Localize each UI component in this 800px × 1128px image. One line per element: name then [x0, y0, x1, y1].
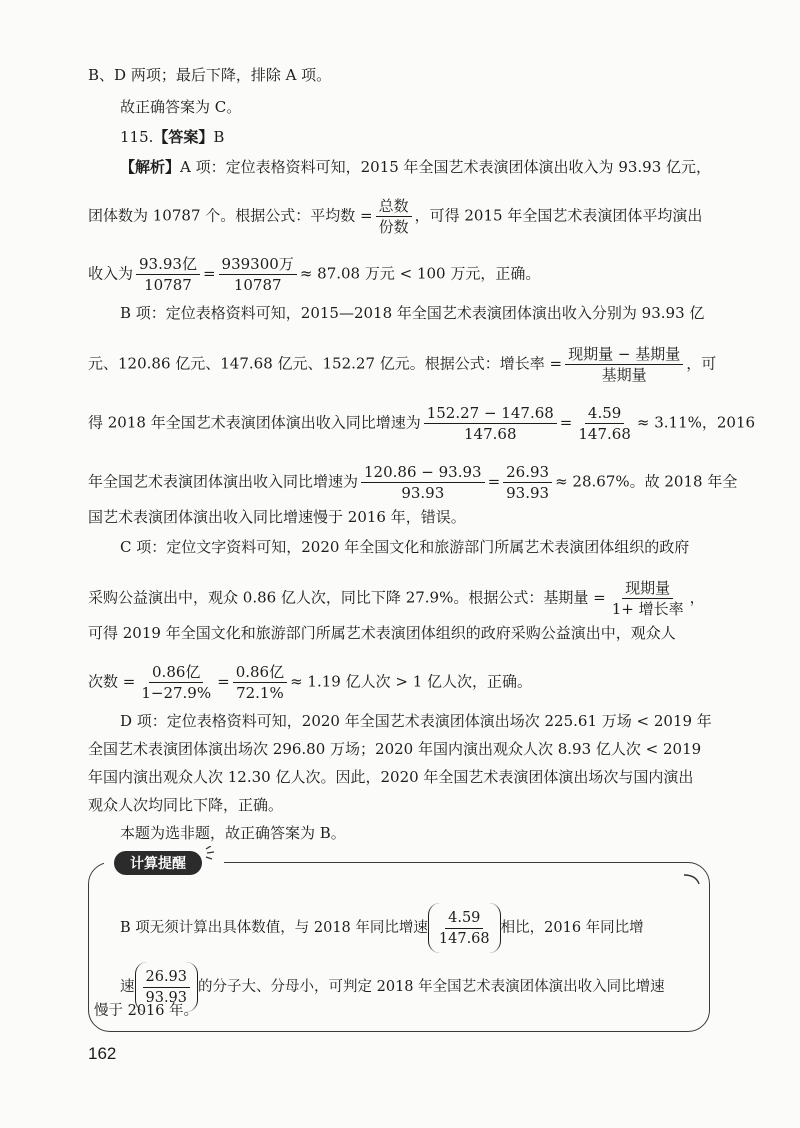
fraction: [424, 403, 557, 444]
text-segment: 收入为: [88, 264, 134, 283]
question-number: 115.: [120, 128, 154, 146]
question-header: [120, 126, 224, 148]
text-segment: 采购公益演出中，观众 0.86 亿人次，同比下降 27.9%。根据公式：基期量 =: [88, 588, 606, 607]
text-segment: B 项无须计算出具体数值，与 2018 年同比增速: [120, 920, 428, 936]
analysis-d-line3: 年国内演出观众人次 12.30 亿人次。因此，2020 年全国艺术表演团体演出场次与国内演出: [88, 768, 694, 786]
text-segment: 团体数为 10787 个。根据公式：平均数 =: [88, 206, 373, 225]
text-line: B、D 两项；最后下降，排除 A 项。: [88, 66, 332, 84]
equals-sign: =: [217, 672, 230, 691]
equals-sign: =: [202, 264, 216, 283]
equals-sign: =: [487, 472, 501, 491]
fraction: [565, 344, 683, 385]
analysis-b-line1: B 项：定位表格资料可知，2015—2018 年全国艺术表演团体演出收入分别为 93.93 亿: [120, 304, 705, 322]
fraction-denominator: 1−27.9%: [141, 684, 212, 702]
fraction-numerator: 现期量 − 基期量: [565, 344, 683, 365]
analysis-b-line4: [88, 462, 737, 503]
answer-line: 故正确答案为 C。: [120, 98, 242, 116]
text-segment: 次数 =: [88, 672, 136, 691]
analysis-d-line4: 观众人次均同比下降，正确。: [88, 796, 284, 814]
text-segment: 元、120.86 亿元、147.68 亿元、152.27 亿元。根据公式：增长率 =: [88, 354, 563, 373]
fraction-denominator: 72.1%: [236, 684, 284, 702]
fraction-numerator: 939300万: [219, 254, 297, 275]
fraction-denominator: 基期量: [601, 366, 647, 384]
fraction: [233, 662, 287, 703]
fraction: [361, 462, 485, 503]
parenthesized-fraction: [428, 903, 501, 953]
fraction-denominator: 10787: [233, 276, 282, 294]
sparkle-icon: [204, 846, 218, 860]
tip-line1: [120, 903, 644, 953]
analysis-a-line2: [88, 196, 702, 237]
analysis-c-line4: [88, 662, 532, 703]
text-segment: ，可: [686, 354, 717, 373]
text-segment: ≈ 3.11%，2016: [636, 413, 756, 432]
text-segment: 年全国艺术表演团体演出收入同比增速为: [88, 472, 359, 491]
analysis-b-line3: [88, 403, 755, 444]
fraction-denominator: 93.93: [401, 484, 445, 502]
analysis-a-line1: [120, 156, 711, 178]
page-number: 162: [88, 1044, 117, 1063]
tip-line2: [120, 962, 665, 1012]
fraction-numerator: 0.86亿: [149, 662, 203, 683]
fraction: [609, 578, 687, 619]
equals-sign: =: [559, 413, 573, 432]
fraction-numerator: 26.93: [143, 967, 191, 988]
analysis-c-line3: 可得 2019 年全国文化和旅游部门所属艺术表演团体组织的政府采购公益演出中，观众人: [88, 624, 676, 642]
analysis-c-line1: C 项：定位文字资料可知，2020 年全国文化和旅游部门所属艺术表演团体组织的政府: [120, 538, 690, 556]
analysis-tag: 【解析】: [120, 158, 181, 176]
fraction-numerator: 26.93: [503, 462, 552, 483]
text-segment: ≈ 1.19 亿人次 > 1 亿人次，正确。: [290, 672, 533, 691]
text-segment: ，可得 2015 年全国艺术表演团体平均演出: [414, 206, 703, 225]
analysis-d-line1: D 项：定位表格资料可知，2020 年全国艺术表演团体演出场次 225.61 万场 < 2019 年: [120, 712, 712, 730]
analysis-a-line3: [88, 254, 540, 295]
analysis-text: A 项：定位表格资料可知，2015 年全国艺术表演团体演出收入为 93.93 亿元，: [180, 158, 712, 176]
text-segment: 速: [120, 979, 135, 995]
text-segment: 相比，2016 年同比增: [500, 920, 644, 936]
analysis-b-line2: [88, 344, 716, 385]
tip-line3: 慢于 2016 年。: [94, 1003, 199, 1019]
analysis-c-line2: [88, 578, 705, 619]
fraction: [138, 662, 214, 703]
fraction-denominator: 份数: [378, 218, 409, 236]
tip-label: 计算提醒: [114, 851, 202, 875]
fraction-denominator: 10787: [144, 276, 192, 294]
fraction-numerator: 120.86 − 93.93: [361, 462, 485, 483]
fraction-denominator: 93.93: [145, 989, 188, 1006]
fraction-denominator: 1+ 增长率: [611, 600, 684, 618]
fraction-denominator: 147.68: [464, 425, 517, 443]
fraction: [503, 462, 552, 503]
fraction-numerator: 0.86亿: [233, 662, 287, 683]
answer-tag: 【答案】: [153, 128, 214, 146]
fraction: [436, 908, 493, 949]
fraction-numerator: 93.93亿: [136, 254, 200, 275]
fraction-denominator: 93.93: [506, 484, 550, 502]
answer-letter: B: [213, 128, 225, 146]
text-segment: 得 2018 年全国艺术表演团体演出收入同比增速为: [88, 413, 421, 432]
fraction: [575, 403, 634, 444]
text-segment: ，: [689, 588, 705, 607]
fraction-numerator: 现期量: [622, 578, 673, 599]
fraction: [219, 254, 297, 295]
text-segment: ≈ 28.67%。故 2018 年全: [555, 472, 738, 491]
fraction-numerator: 总数: [376, 196, 412, 217]
analysis-d-line2: 全国艺术表演团体演出场次 296.80 万场；2020 年国内演出观众人次 8.93 亿人次 < 2019: [88, 740, 702, 758]
text-segment: ≈ 87.08 万元 < 100 万元，正确。: [299, 264, 541, 283]
fraction-numerator: 4.59: [585, 403, 624, 424]
analysis-b-line5: 国艺术表演团体演出收入同比增速慢于 2016 年，错误。: [88, 508, 466, 526]
text-segment: 的分子大、分母小，可判定 2018 年全国艺术表演团体演出收入同比增速: [198, 979, 665, 995]
fraction-denominator: 147.68: [438, 930, 490, 947]
fraction-numerator: 4.59: [445, 908, 483, 929]
corner-curl-icon: [682, 872, 702, 886]
fraction: [136, 254, 200, 295]
fraction-denominator: 147.68: [578, 425, 631, 443]
fraction: [376, 196, 412, 237]
conclusion-line: 本题为选非题，故正确答案为 B。: [120, 824, 346, 842]
fraction-numerator: 152.27 − 147.68: [424, 403, 557, 424]
